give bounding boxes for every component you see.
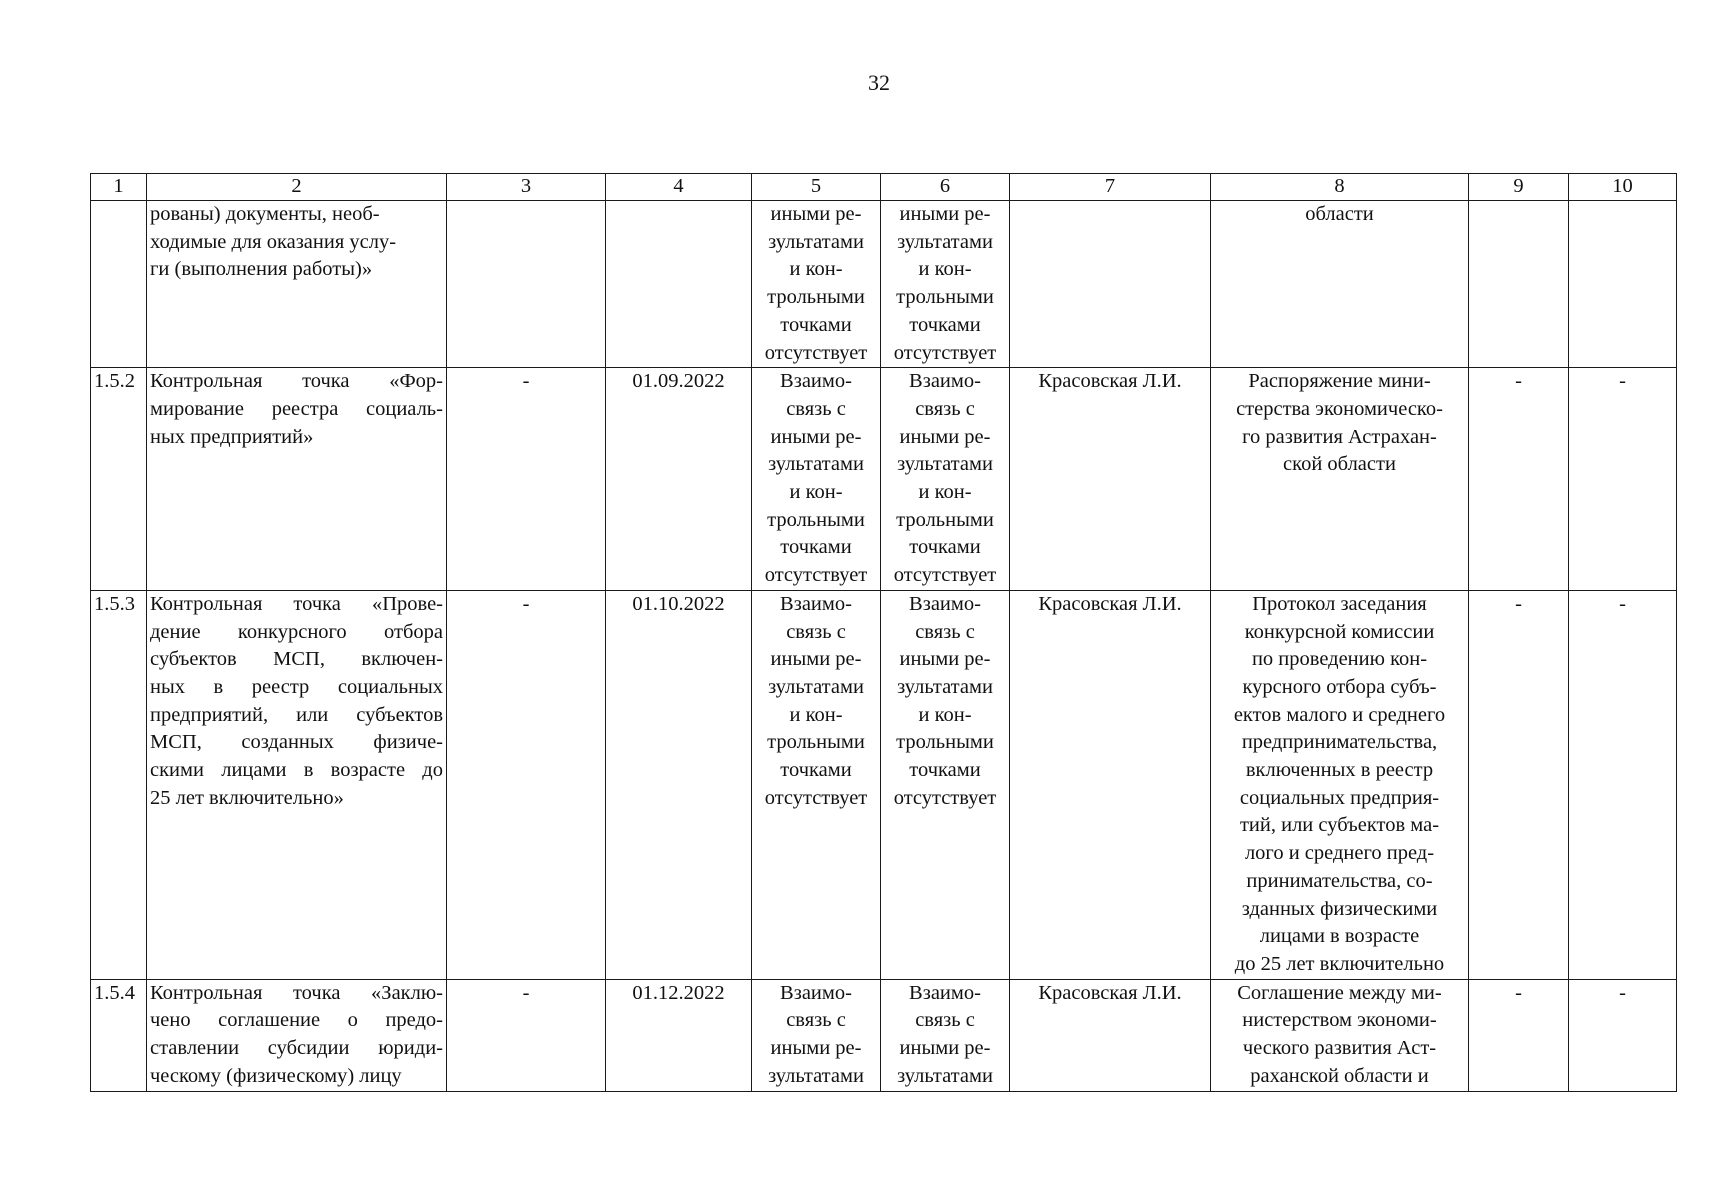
- column-header-4: 4: [606, 174, 752, 201]
- item-name-line: мирование реестра социаль-: [150, 397, 443, 420]
- relation-prev-line: трольными: [767, 286, 865, 309]
- relation-next-line: трольными: [896, 508, 994, 531]
- responsible-person: [1010, 201, 1211, 368]
- relation-next-line: зультатами: [897, 453, 993, 476]
- relation-prev-line: и кон-: [789, 258, 843, 281]
- page-number: 32: [868, 70, 890, 95]
- item-number: 1.5.2: [91, 368, 147, 591]
- deadline-date: 01.09.2022: [606, 368, 752, 591]
- column-header-10: 10: [1569, 174, 1677, 201]
- relation-next-line: и кон-: [918, 481, 972, 504]
- relation-prev-line: Взаимо-: [780, 981, 852, 1004]
- relation-prev-line: иными ре-: [770, 648, 862, 671]
- result-document-line: социальных предприя-: [1239, 786, 1440, 809]
- relation-prev-line: связь с: [786, 1009, 846, 1032]
- result-document-line: Соглашение между ми-: [1237, 981, 1442, 1004]
- relation-next-line: отсутствует: [893, 786, 997, 809]
- relation-next-line: трольными: [896, 731, 994, 754]
- relation-prev-line: зультатами: [768, 1064, 864, 1087]
- item-name-line: ных предприятий»: [150, 425, 314, 448]
- item-name: [147, 590, 447, 979]
- relation-prev-line: точками: [780, 536, 852, 559]
- column-header-9: 9: [1469, 174, 1569, 201]
- result-document-line: ческого развития Аст-: [1242, 1037, 1437, 1060]
- result-document-line: стерства экономическо-: [1236, 397, 1443, 420]
- relation-next: [881, 979, 1010, 1091]
- result-document-line: ской области: [1283, 453, 1396, 476]
- relation-next-line: связь с: [915, 397, 975, 420]
- result-document-line: принимательства, со-: [1246, 869, 1433, 892]
- cell-col10: -: [1569, 590, 1677, 979]
- relation-prev-line: связь с: [786, 397, 846, 420]
- relation-next: [881, 590, 1010, 979]
- cell-col9: -: [1469, 979, 1569, 1091]
- relation-next-line: точками: [909, 313, 981, 336]
- column-header-1: 1: [91, 174, 147, 201]
- item-name-line: рованы) документы, необ-: [150, 203, 380, 225]
- relation-prev-line: точками: [780, 313, 852, 336]
- result-document-line: по проведению кон-: [1251, 648, 1428, 671]
- item-name-line: ных в реестр социальных: [150, 675, 443, 698]
- cell-col3: [447, 201, 606, 368]
- table-row: [91, 368, 1677, 591]
- table-body: [91, 174, 1677, 1092]
- result-document-line: ектов малого и среднего: [1233, 703, 1446, 726]
- result-document-line: тий, или субъектов ма-: [1239, 814, 1440, 837]
- relation-next-line: отсутствует: [893, 564, 997, 587]
- relation-prev: [752, 979, 881, 1091]
- relation-prev-line: зультатами: [768, 453, 864, 476]
- plan-table: [90, 173, 1677, 1092]
- item-name-line: МСП, созданных физиче-: [150, 731, 443, 754]
- relation-next-line: и кон-: [918, 258, 972, 281]
- item-name: [147, 368, 447, 591]
- relation-prev: [752, 201, 881, 368]
- relation-next-line: зультатами: [897, 675, 993, 698]
- relation-prev-line: зультатами: [768, 230, 864, 253]
- responsible-person: Красовская Л.И.: [1010, 590, 1211, 979]
- item-name-line: 25 лет включительно»: [150, 786, 344, 809]
- column-header-3: 3: [447, 174, 606, 201]
- result-document-line: нистерством экономи-: [1242, 1009, 1437, 1032]
- item-name-line: чено соглашение о предо-: [150, 1009, 443, 1032]
- relation-prev-line: отсутствует: [764, 564, 868, 587]
- relation-next-line: точками: [909, 536, 981, 559]
- deadline-date: [606, 201, 752, 368]
- item-name-line: ческому (физическому) лицу: [150, 1064, 402, 1087]
- result-document-line: зданных физическими: [1241, 897, 1438, 920]
- result-document-line: области: [1305, 203, 1374, 225]
- item-name-line: ходимые для оказания услу-: [150, 230, 397, 253]
- relation-next-line: трольными: [896, 286, 994, 309]
- relation-next: [881, 368, 1010, 591]
- cell-col10: -: [1569, 368, 1677, 591]
- relation-prev-line: зультатами: [768, 675, 864, 698]
- relation-next-line: и кон-: [918, 703, 972, 726]
- item-number: 1.5.3: [91, 590, 147, 979]
- relation-next-line: связь с: [915, 1009, 975, 1032]
- column-header-5: 5: [752, 174, 881, 201]
- cell-col3: -: [447, 368, 606, 591]
- relation-next-line: Взаимо-: [909, 370, 981, 393]
- table-header-row: [91, 174, 1677, 201]
- relation-prev-line: трольными: [767, 731, 865, 754]
- column-header-6: 6: [881, 174, 1010, 201]
- relation-next-line: Взаимо-: [909, 592, 981, 615]
- item-name-line: дение конкурсного отбора: [150, 620, 443, 643]
- result-document-line: Распоряжение мини-: [1248, 370, 1431, 393]
- cell-col9: -: [1469, 368, 1569, 591]
- deadline-date: 01.10.2022: [606, 590, 752, 979]
- relation-prev-line: Взаимо-: [780, 370, 852, 393]
- relation-prev-line: и кон-: [789, 481, 843, 504]
- item-name-line: субъектов МСП, включен-: [150, 648, 443, 671]
- relation-next-line: точками: [909, 759, 981, 782]
- relation-next-line: иными ре-: [899, 203, 991, 225]
- responsible-person: Красовская Л.И.: [1010, 368, 1211, 591]
- item-number: 1.5.4: [91, 979, 147, 1091]
- relation-prev-line: иными ре-: [770, 425, 862, 448]
- relation-next-line: Взаимо-: [909, 981, 981, 1004]
- result-document-line: го развития Астрахан-: [1242, 425, 1437, 448]
- relation-next-line: иными ре-: [899, 1037, 991, 1060]
- item-name-line: Контрольная точка «Заклю-: [150, 981, 443, 1004]
- item-name-line: Контрольная точка «Фор-: [150, 370, 443, 393]
- result-document-line: до 25 лет включительно: [1234, 952, 1445, 975]
- result-document-line: включенных в реестр: [1245, 759, 1434, 782]
- cell-col9: [1469, 201, 1569, 368]
- column-header-8: 8: [1211, 174, 1469, 201]
- result-document-line: Протокол заседания: [1252, 592, 1427, 615]
- column-header-2: 2: [147, 174, 447, 201]
- deadline-date: 01.12.2022: [606, 979, 752, 1091]
- cell-col3: -: [447, 979, 606, 1091]
- relation-prev-line: связь с: [786, 620, 846, 643]
- item-number: [91, 201, 147, 368]
- result-document-line: лого и среднего пред-: [1244, 842, 1435, 865]
- item-name-line: ставлении субсидии юриди-: [150, 1037, 443, 1060]
- result-document: [1211, 368, 1469, 591]
- result-document: [1211, 590, 1469, 979]
- item-name-line: предприятий, или субъектов: [150, 703, 443, 726]
- cell-col9: -: [1469, 590, 1569, 979]
- relation-prev-line: отсутствует: [764, 341, 868, 364]
- result-document-line: конкурсной комиссии: [1244, 620, 1435, 643]
- relation-prev-line: отсутствует: [764, 786, 868, 809]
- relation-prev-line: иными ре-: [770, 203, 862, 225]
- item-name-line: скими лицами в возрасте до: [150, 759, 443, 782]
- cell-col10: [1569, 201, 1677, 368]
- column-header-7: 7: [1010, 174, 1211, 201]
- item-name: [147, 201, 447, 368]
- item-name: [147, 979, 447, 1091]
- relation-prev-line: и кон-: [789, 703, 843, 726]
- cell-col10: -: [1569, 979, 1677, 1091]
- relation-prev: [752, 590, 881, 979]
- relation-prev-line: трольными: [767, 508, 865, 531]
- relation-prev-line: точками: [780, 759, 852, 782]
- result-document-line: предпринимательства,: [1241, 731, 1438, 754]
- relation-next-line: отсутствует: [893, 341, 997, 364]
- relation-next-line: зультатами: [897, 1064, 993, 1087]
- relation-prev-line: иными ре-: [770, 1037, 862, 1060]
- cell-col3: -: [447, 590, 606, 979]
- result-document-line: курсного отбора субъ-: [1242, 675, 1437, 698]
- item-name-line: Контрольная точка «Прове-: [150, 592, 443, 615]
- relation-next-line: иными ре-: [899, 648, 991, 671]
- relation-next: [881, 201, 1010, 368]
- item-name-line: ги (выполнения работы)»: [150, 258, 373, 281]
- relation-next-line: связь с: [915, 620, 975, 643]
- result-document-line: раханской области и: [1250, 1064, 1429, 1087]
- responsible-person: Красовская Л.И.: [1010, 979, 1211, 1091]
- result-document: [1211, 201, 1469, 368]
- relation-next-line: иными ре-: [899, 425, 991, 448]
- table-row: [91, 979, 1677, 1091]
- table-row: [91, 201, 1677, 368]
- relation-prev-line: Взаимо-: [780, 592, 852, 615]
- table-row: [91, 590, 1677, 979]
- result-document-line: лицами в возрасте: [1259, 925, 1420, 948]
- relation-prev: [752, 368, 881, 591]
- result-document: [1211, 979, 1469, 1091]
- relation-next-line: зультатами: [897, 230, 993, 253]
